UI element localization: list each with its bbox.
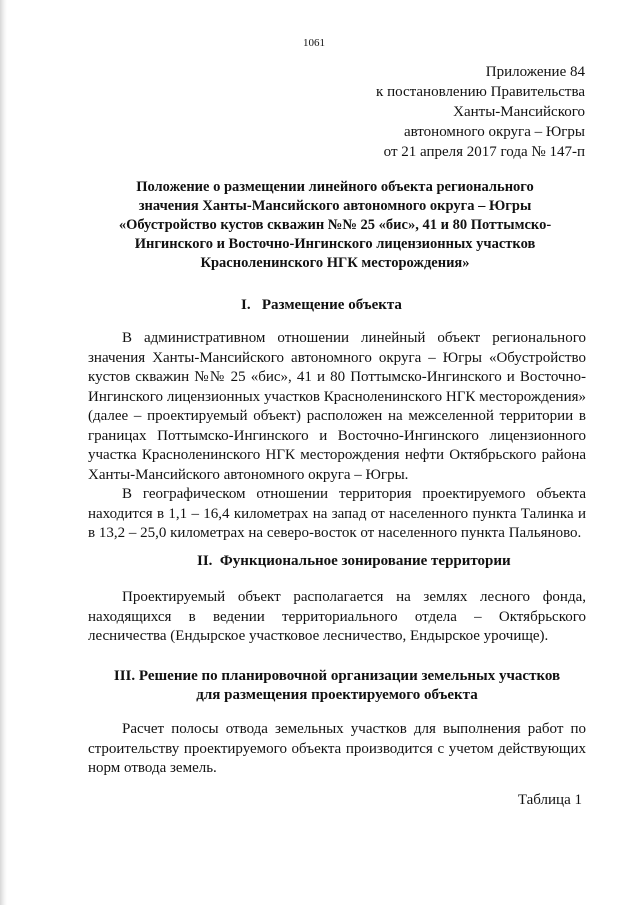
paragraph: В географическом отношении территория проектируемого объекта находится в 1,1 – 16,4 километрах на запад от населенного пункта Талинка и в 13,2 – 25,0 километрах на северо-восток от населенного пункта Пальяново. <box>88 486 586 541</box>
appendix-line: Приложение 84 <box>485 64 585 80</box>
appendix-line: от 21 апреля 2017 года № 147-п <box>383 144 585 160</box>
title-line: «Обустройство кустов скважин №№ 25 «бис», 41 и 80 Поттымско- <box>118 217 552 233</box>
title-line: Ингинского и Восточно-Ингинского лицензионных участков <box>134 236 536 252</box>
appendix-reference <box>376 62 585 162</box>
paragraph: Расчет полосы отвода земельных участков для выполнения работ по строительству проектируемого объекта производится с учетом действующих норм отвода земель. <box>88 721 586 776</box>
appendix-line: Ханты-Мансийского <box>453 104 585 120</box>
paragraph: Проектируемый объект располагается на землях лесного фонда, находящихся в ведении территориального отдела – Октябрьского лесничества (Ендырское участковое лесничество, Ендырское урочище). <box>88 589 586 644</box>
heading-line: для размещения проектируемого объекта <box>196 687 478 703</box>
section-1-heading: I. Размещение объекта <box>241 297 402 313</box>
page-number: 1061 <box>303 37 325 49</box>
scan-edge-shadow <box>0 0 7 905</box>
section-1-text <box>88 329 586 544</box>
title-line: значения Ханты-Мансийского автономного округа – Югры <box>138 198 532 214</box>
title-line: Красноленинского НГК месторождения» <box>200 255 470 271</box>
appendix-line: к постановлению Правительства <box>376 84 585 100</box>
heading-line: III. Решение по планировочной организации земельных участков <box>113 668 561 684</box>
paragraph: В административном отношении линейный объект регионального значения Ханты-Мансийского автономного округа – Югры «Обустройство кустов скважин №№ 25 «бис», 41 и 80 Поттымско-Ингинского и Восточно-Ингинского лицензионных участков Красноленинского НГК месторождения» (далее – проектируемый объект) расположен на межселенной территории в границах Поттымско-Ингинского и Восточно-Ингинского лицензионного участка Красноленинского НГК месторождения нефти Октябрьского района Ханты-Мансийского автономного округа – Югры. <box>88 330 586 483</box>
table-label: Таблица 1 <box>517 792 582 808</box>
document-title <box>95 178 575 273</box>
section-2-heading: II. Функциональное зонирование территории <box>197 553 511 569</box>
section-3-text <box>88 720 586 779</box>
appendix-line: автономного округа – Югры <box>403 124 585 140</box>
title-line: Положение о размещении линейного объекта регионального <box>136 179 534 195</box>
section-2-text <box>88 588 586 647</box>
section-3-heading <box>88 667 586 705</box>
